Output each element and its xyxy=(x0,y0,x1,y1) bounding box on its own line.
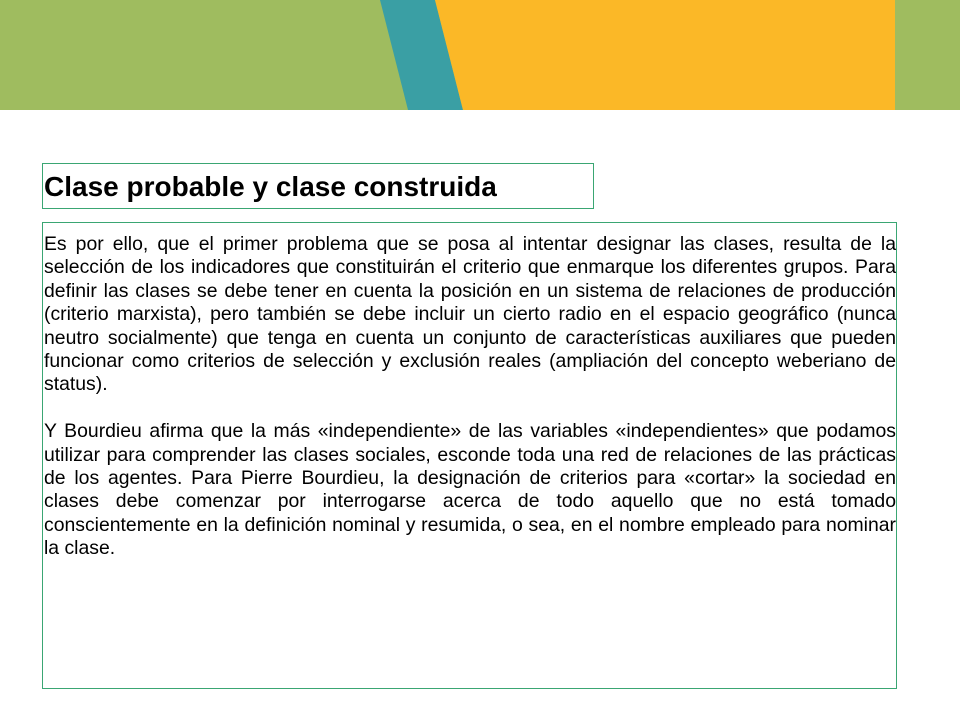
banner-orange-band xyxy=(435,0,895,110)
paragraph-1: Es por ello, que el primer problema que se posa al intentar designar las clases, resulta de la selección de los indicadores que constituirán el criterio que enmarque los diferentes grupos. Para definir las clases se debe tener en cuenta la posición en un sistema de relaciones de producción (criterio marxista), pero también se debe incluir un cierto radio en el espacio geográfico (nunca neutro socialmente) que tenga en cuenta un conjunto de características auxiliares que pueden funcionar como criterios de selección y exclusión reales (ampliación del concepto weberiano de status). xyxy=(44,233,896,396)
body-text-box xyxy=(42,222,897,689)
slide-title: Clase probable y clase construida xyxy=(44,171,497,202)
paragraph-2: Y Bourdieu afirma que la más «independiente» de las variables «independientes» que podamos utilizar para comprender las clases sociales, esconde toda una red de relaciones de las prácticas de los agentes. Para Pierre Bourdieu, la designación de criterios para «cortar» la sociedad en clases debe comenzar por interrogarse acerca de todo aquello que no está tomado conscientemente en la definición nominal y resumida, o sea, en el nombre empleado para nominar la clase. xyxy=(44,420,896,560)
title-box xyxy=(42,163,594,209)
header-banner xyxy=(0,0,960,110)
paragraph-spacer xyxy=(44,397,896,420)
